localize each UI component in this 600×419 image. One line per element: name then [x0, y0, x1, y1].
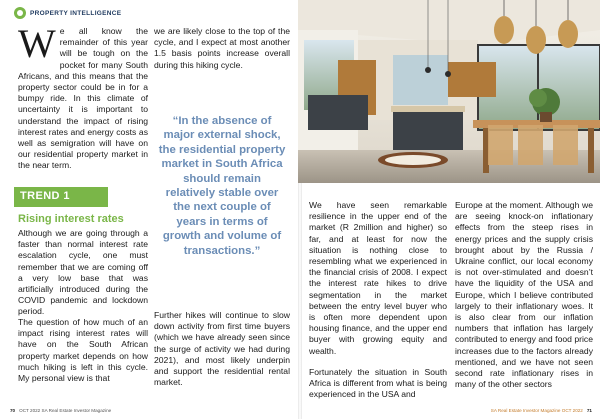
body-paragraph: We have seen remarkable resilience in the upper end of the market (R 2million and higher) so far, and at least for now the situation is nothing close to resembling what we experienced in the financial crisis of 2008. I expect the interest rate hikes to drive segmentation in the market between the entry level buyer who is often more dependent upon housing finance, and the upper end buyer with growing equity and wealth.: [309, 200, 447, 356]
trend-heading: Rising interest rates: [18, 213, 124, 225]
section-tag: [14, 7, 121, 19]
drop-cap: W: [18, 21, 56, 66]
footer-right: [491, 408, 592, 413]
footer-left-text: OCT 2022 SA Real Estate Investor Magazine: [19, 408, 112, 413]
intro-column: [18, 21, 148, 182]
fourth-column: [455, 200, 593, 400]
section-label: PROPERTY INTELLIGENCE: [30, 9, 122, 17]
page-number-right: 71: [586, 408, 592, 413]
body-paragraph: The question of how much of an impact rising interest rates will have on the South African property market depends on how much hiking is left in this cycle. My personal view is that: [18, 317, 148, 384]
circle-logo-icon: [14, 7, 26, 19]
trend-label: TREND 1: [20, 190, 70, 202]
trend-label-box: [14, 187, 108, 207]
body-paragraph: Fortunately the situation in South Africa is different from what is being experienced in the USA and: [309, 366, 447, 400]
footer-right-text: SA Real Estate Investor Magazine OCT 2022: [490, 408, 583, 413]
body-paragraph: Although we are going through a faster than normal interest rate escalation cycle, one must remember that we are coming off a very low base that was artificially introduced during the COVID pandemic and lockdown period.: [18, 228, 148, 317]
body-paragraph: Further hikes will continue to slow down activity from first time buyers (which we have already seen since the surge of activity we had during 2021), and most likely underpin and support the residential rental market.: [154, 310, 290, 388]
intro-paragraph: [18, 21, 148, 172]
second-column-bottom: [154, 310, 290, 398]
footer-left: [10, 408, 111, 413]
intro-text: e all know the remainder of this year will be tough on the pocket for many South Africans, and this means that the property sector could be in for a bumpy ride. In this climate of uncertainty it is important to understand the impact of rising interest rates and energy costs as well as semigration will have on our residential property market in the near term.: [18, 26, 148, 171]
trend-paragraph-1: [18, 228, 148, 328]
pull-quote: “In the absence of major external shock, the residential property market in South Africa should remain relatively stable over the next couple of years in terms of growth and volume of transactions.”: [158, 115, 286, 257]
body-paragraph: Europe at the moment. Although we are seeing knock-on inflationary effects from the steep rises in energy prices and the supply crisis brought about by the Russia / Ukraine conflict, our local economy is not over-stimulated and doesn’t have the liquidity of the USA and Europe, which I believe contributed largely to their inflationary woes. It is also clear from our inflation numbers that inflation has largely contributed to energy and food price increases due to the factors already mentioned, and we have not seen second rate inflationary rises in many of the other sectors: [455, 200, 593, 390]
body-paragraph: we are likely close to the top of the cycle, and I expect at most another 1.5 basis points increase overall during this hiking cycle.: [154, 26, 290, 70]
page-number-left: 70: [10, 408, 16, 413]
third-column: [309, 200, 447, 410]
second-column-top: [154, 26, 290, 81]
trend-paragraph-2: [18, 317, 148, 394]
